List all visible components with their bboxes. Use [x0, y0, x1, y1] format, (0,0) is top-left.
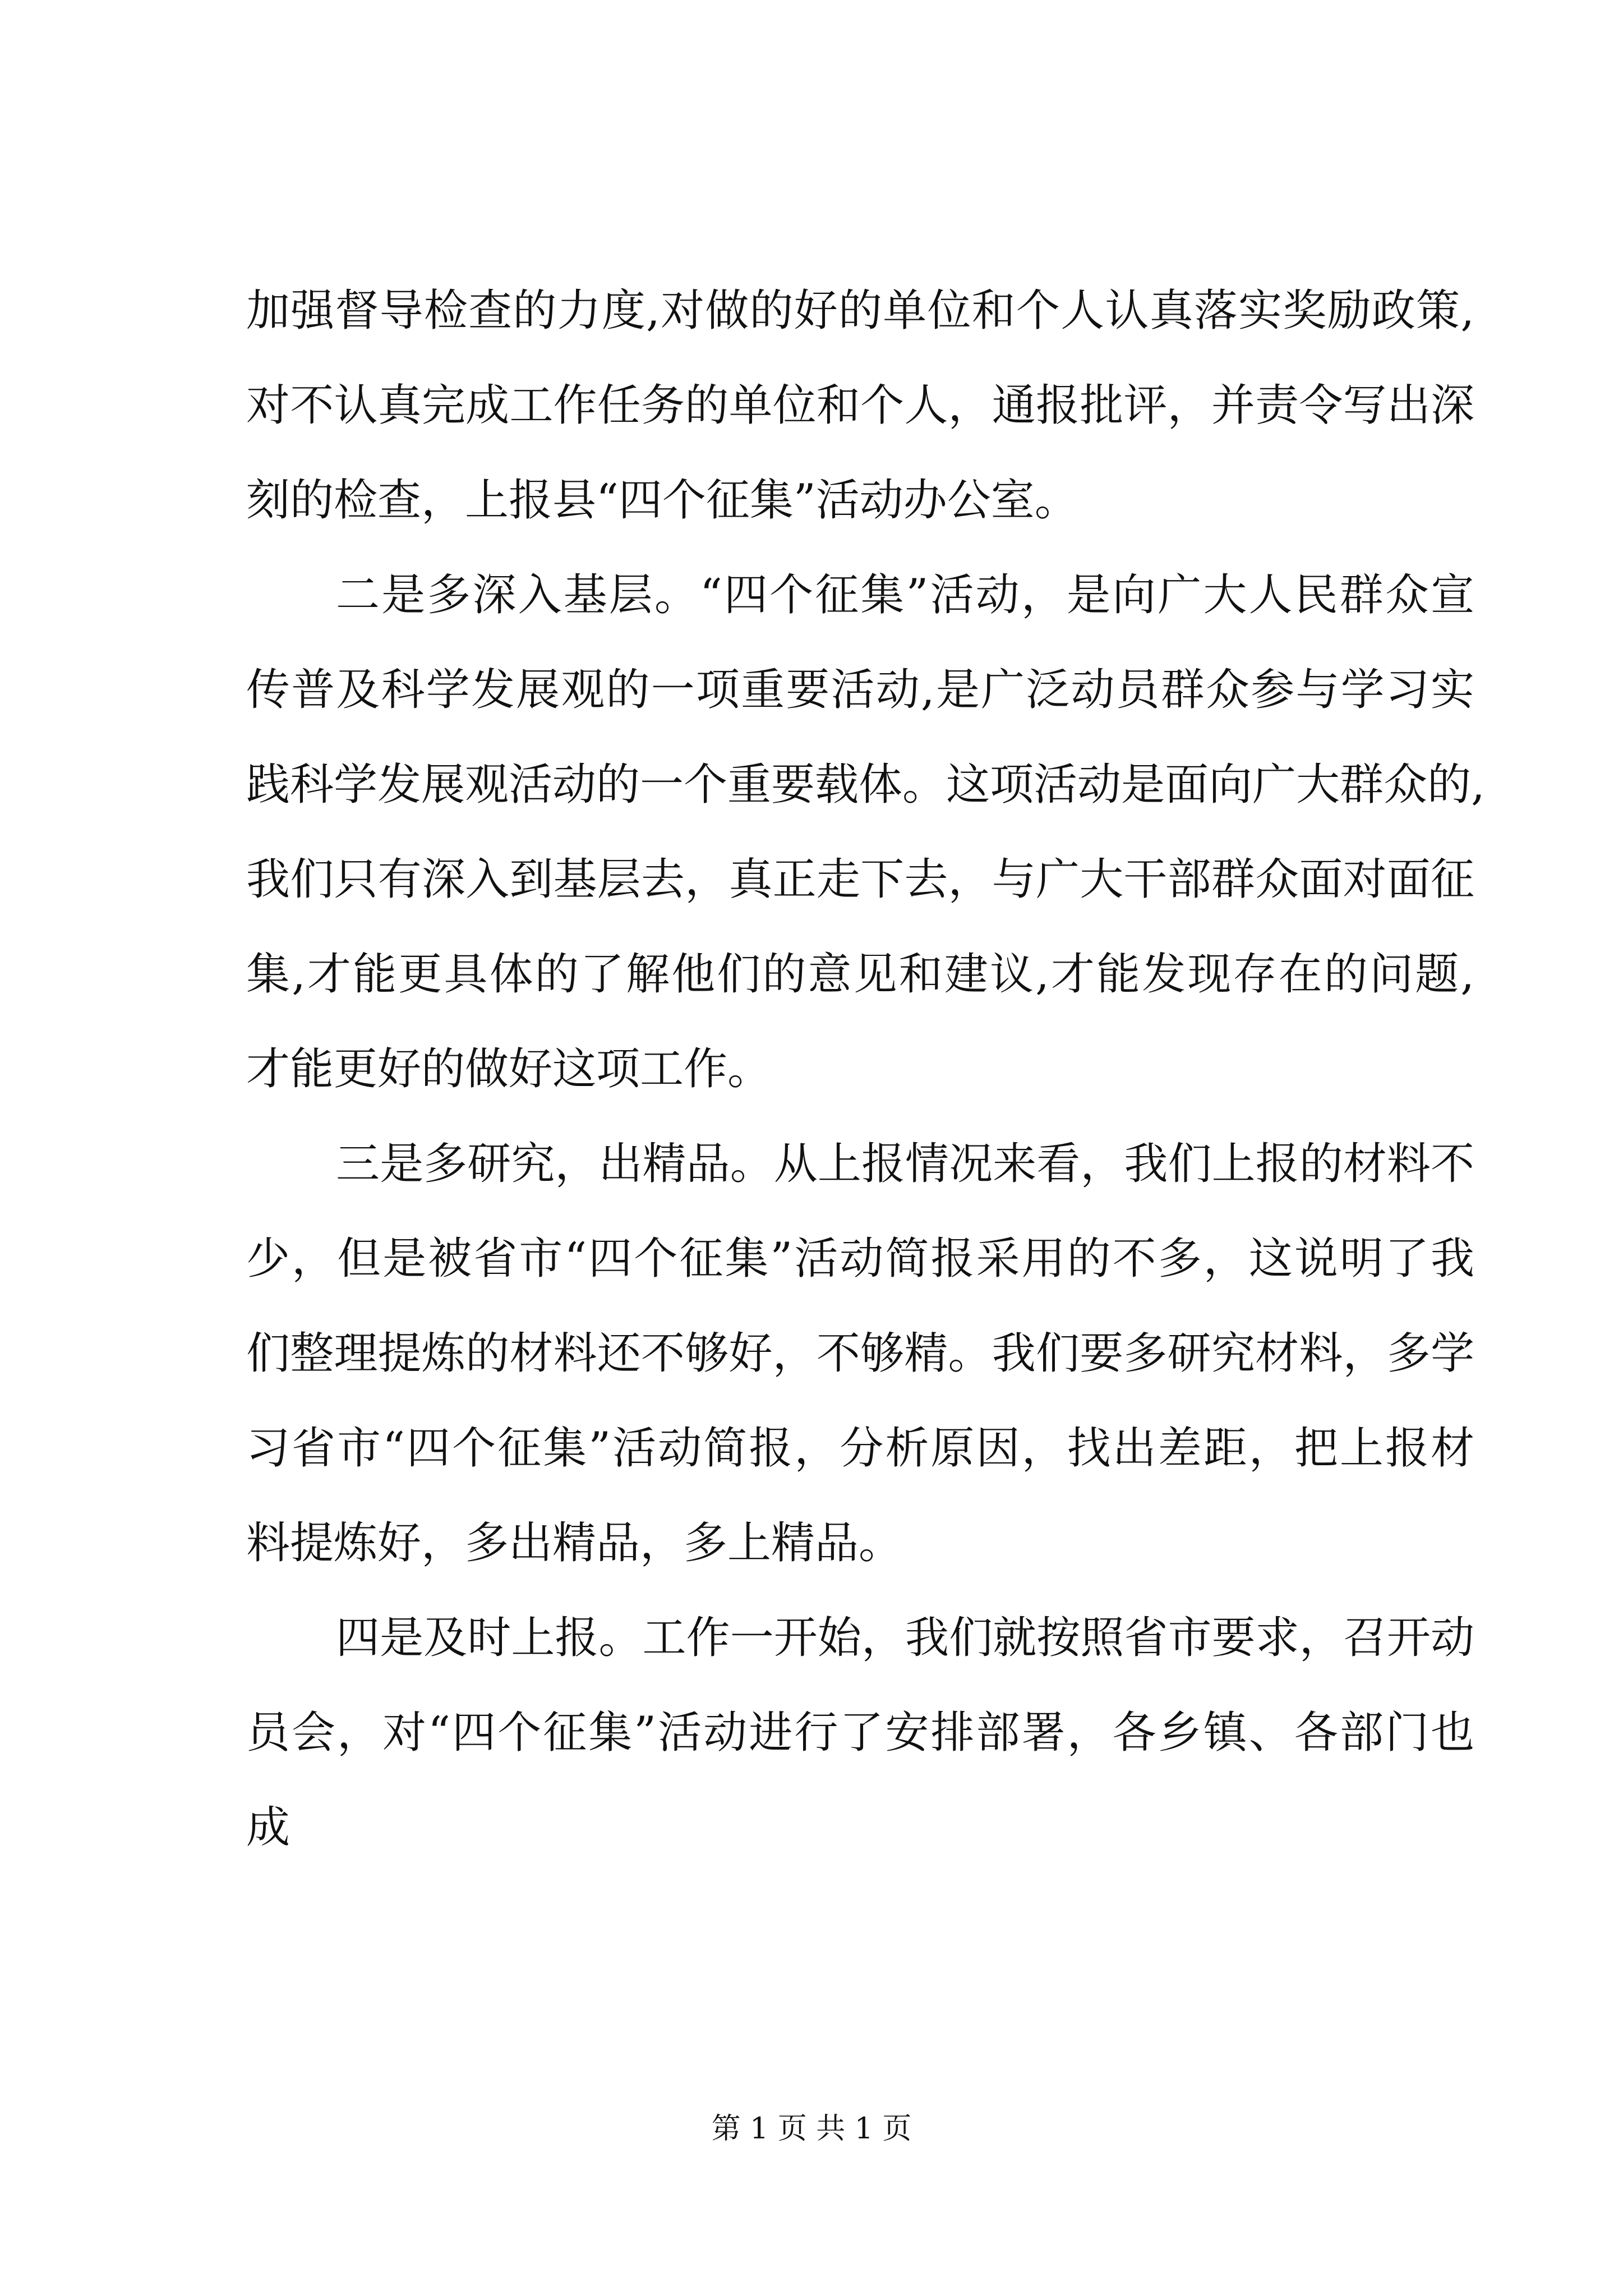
text-line: 员会，对“四个征集”活动进行了安排部署，各乡镇、各部门也: [246, 1708, 1474, 1758]
text-line: 习省市“四个征集”活动简报，分析原因，找出差距，把上报材: [246, 1423, 1474, 1474]
text-line: 们整理提炼的材料还不够好，不够精。我们要多研究材料，多学: [246, 1328, 1474, 1379]
text-line: 才能更好的做好这项工作。: [246, 1044, 772, 1094]
text-line: 成: [246, 1802, 291, 1853]
text-line: 传普及科学发展观的一项重要活动,是广泛动员群众参与学习实: [246, 665, 1474, 715]
text-line: 对不认真完成工作任务的单位和个人，通报批评，并责令写出深: [246, 380, 1474, 431]
text-line: 加强督导检查的力度,对做的好的单位和个人认真落实奖励政策,: [246, 286, 1474, 336]
text-line: 少，但是被省市“四个征集”活动简报采用的不多，这说明了我: [246, 1234, 1474, 1284]
paragraph-start-line: 三是多研究，出精品。从上报情况来看，我们上报的材料不: [336, 1139, 1474, 1189]
paragraph-start-line: 二是多深入基层。“四个征集”活动，是向广大人民群众宣: [336, 570, 1474, 620]
text-line: 践科学发展观活动的一个重要载体。这项活动是面向广大群众的,: [246, 760, 1485, 810]
text-line: 刻的检查，上报县“四个征集”活动办公室。: [246, 475, 1078, 526]
text-line: 料提炼好，多出精品，多上精品。: [246, 1518, 903, 1568]
document-body: [246, 264, 1485, 1875]
text-line: 我们只有深入到基层去，真正走下去，与广大干部群众面对面征: [246, 854, 1474, 905]
paragraph-start-line: 四是及时上报。工作一开始，我们就按照省市要求，召开动: [336, 1613, 1474, 1663]
text-line: 集,才能更具体的了解他们的意见和建议,才能发现存在的问题,: [246, 949, 1474, 1000]
page-number-footer: 第 1 页 共 1 页: [711, 2112, 912, 2146]
